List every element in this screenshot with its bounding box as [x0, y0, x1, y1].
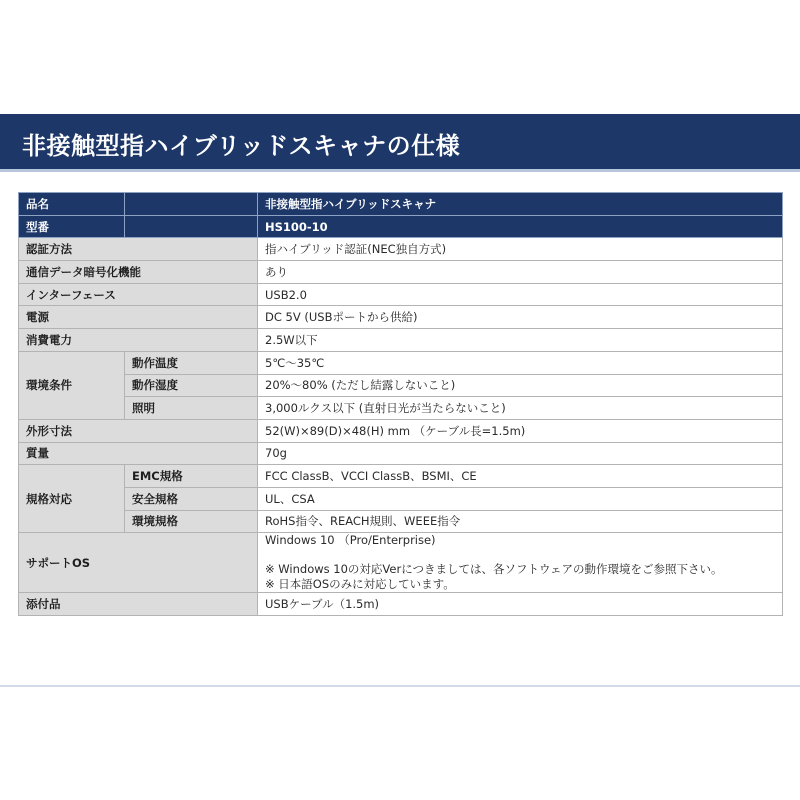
spec-sublabel-safety: 安全規格 [125, 487, 258, 510]
spec-value-product-name: 非接触型指ハイブリッドスキャナ [258, 193, 783, 216]
table-row [19, 593, 783, 616]
table-row [19, 283, 783, 306]
table-row [19, 465, 783, 488]
spec-label-power: 電源 [19, 306, 258, 329]
spec-label-model: 型番 [19, 215, 125, 238]
spec-sublabel-temp: 動作温度 [125, 351, 258, 374]
spec-table [18, 192, 783, 616]
spec-value-consumption: 2.5W以下 [258, 329, 783, 352]
table-row [19, 329, 783, 352]
spec-value-accessory: USBケーブル（1.5m) [258, 593, 783, 616]
spec-value-temp: 5℃～35℃ [258, 351, 783, 374]
spec-label-auth: 認証方法 [19, 238, 258, 261]
spec-sublabel-humidity: 動作湿度 [125, 374, 258, 397]
spec-value-humidity: 20%～80% (ただし結露しないこと) [258, 374, 783, 397]
spec-value-auth: 指ハイブリッド認証(NEC独自方式) [258, 238, 783, 261]
table-row [19, 510, 783, 533]
table-row [19, 238, 783, 261]
spec-label-encryption: 通信データ暗号化機能 [19, 261, 258, 284]
spec-value-env: RoHS指令、REACH規則、WEEE指令 [258, 510, 783, 533]
spec-value-model: HS100-10 [258, 215, 783, 238]
spec-label-environment: 環境条件 [19, 351, 125, 419]
table-row [19, 419, 783, 442]
spec-value-os [258, 533, 783, 593]
spec-label-spacer [125, 193, 258, 216]
spec-sublabel-emc: EMC規格 [125, 465, 258, 488]
table-row [19, 215, 783, 238]
table-row [19, 533, 783, 593]
spec-label-standards: 規格対応 [19, 465, 125, 533]
os-note-2: ※ 日本語OSのみに対応しています。 [265, 577, 455, 592]
spec-value-dimensions: 52(W)×89(D)×48(H) mm （ケーブル長=1.5m) [258, 419, 783, 442]
spec-sublabel-env: 環境規格 [125, 510, 258, 533]
spec-value-encryption: あり [258, 261, 783, 284]
os-note-1: ※ Windows 10の対応Verにつきましては、各ソフトウェアの動作環境をご参照下さい。 [265, 562, 723, 577]
table-row [19, 487, 783, 510]
spec-label-weight: 質量 [19, 442, 258, 465]
spec-label-dimensions: 外形寸法 [19, 419, 258, 442]
spec-value-power: DC 5V (USBポートから供給) [258, 306, 783, 329]
os-line-1: Windows 10 （Pro/Enterprise) [265, 533, 436, 548]
spec-value-lighting: 3,000ルクス以下 (直射日光が当たらないこと) [258, 397, 783, 420]
spec-label-product-name: 品名 [19, 193, 125, 216]
table-row [19, 351, 783, 374]
title-banner [0, 114, 800, 172]
table-row [19, 306, 783, 329]
table-row [19, 193, 783, 216]
footer-divider [0, 685, 800, 687]
table-row [19, 261, 783, 284]
spec-label-consumption: 消費電力 [19, 329, 258, 352]
table-row [19, 374, 783, 397]
spec-value-safety: UL、CSA [258, 487, 783, 510]
spec-label-interface: インターフェース [19, 283, 258, 306]
spec-label-spacer [125, 215, 258, 238]
spec-label-os: サポートOS [19, 533, 258, 593]
spec-sublabel-lighting: 照明 [125, 397, 258, 420]
spec-value-emc: FCC ClassB、VCCI ClassB、BSMI、CE [258, 465, 783, 488]
spec-value-interface: USB2.0 [258, 283, 783, 306]
spec-value-weight: 70g [258, 442, 783, 465]
page-title: 非接触型指ハイブリッドスキャナの仕様 [22, 132, 461, 160]
table-row [19, 442, 783, 465]
os-gap [265, 548, 775, 562]
spec-label-accessory: 添付品 [19, 593, 258, 616]
table-row [19, 397, 783, 420]
